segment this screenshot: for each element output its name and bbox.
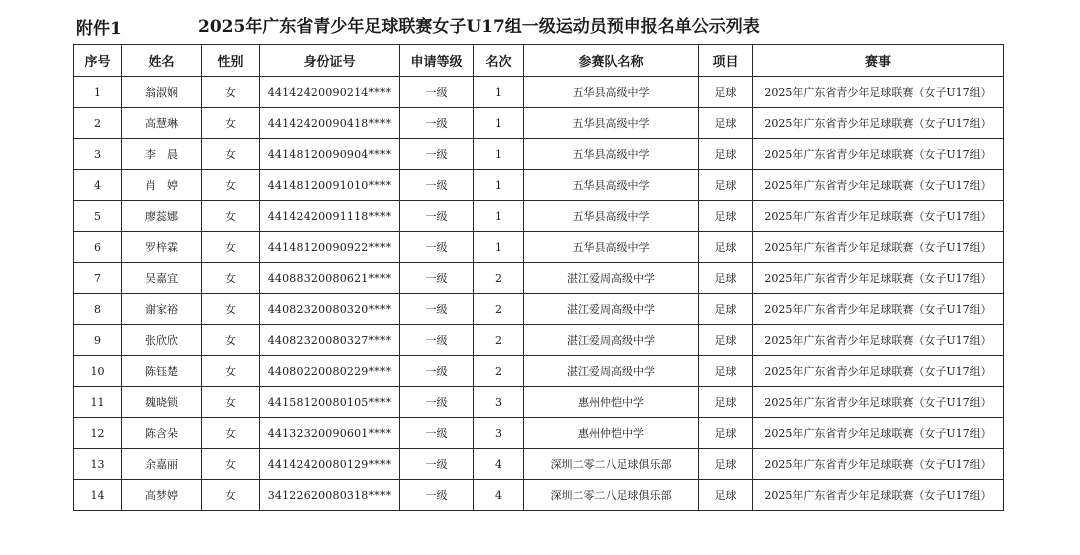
col-header-gender: 性别 (202, 45, 260, 77)
cell-level: 一级 (400, 387, 474, 418)
cell-level: 一级 (400, 449, 474, 480)
cell-gender: 女 (202, 449, 260, 480)
page-title: 2025年广东省青少年足球联赛女子U17组一级运动员预申报名单公示列表 (198, 17, 760, 37)
col-header-rank: 名次 (474, 45, 524, 77)
cell-id-number: 44142420080129**** (260, 449, 400, 480)
cell-team: 五华县高级中学 (524, 77, 699, 108)
table-row (74, 325, 1004, 356)
cell-gender: 女 (202, 77, 260, 108)
cell-gender: 女 (202, 232, 260, 263)
table-row (74, 108, 1004, 139)
cell-name: 肖 婷 (122, 170, 202, 201)
cell-sport: 足球 (699, 480, 753, 511)
col-header-name: 姓名 (122, 45, 202, 77)
cell-team: 五华县高级中学 (524, 201, 699, 232)
cell-sport: 足球 (699, 263, 753, 294)
cell-index: 3 (74, 139, 122, 170)
cell-gender: 女 (202, 480, 260, 511)
cell-rank: 1 (474, 232, 524, 263)
cell-team: 五华县高级中学 (524, 170, 699, 201)
cell-sport: 足球 (699, 325, 753, 356)
cell-id-number: 44148120090922**** (260, 232, 400, 263)
table-row (74, 139, 1004, 170)
cell-level: 一级 (400, 232, 474, 263)
cell-id-number: 44080220080229**** (260, 356, 400, 387)
cell-gender: 女 (202, 201, 260, 232)
cell-name: 余嘉丽 (122, 449, 202, 480)
cell-name: 陈含朵 (122, 418, 202, 449)
cell-index: 8 (74, 294, 122, 325)
cell-id-number: 44148120090904**** (260, 139, 400, 170)
cell-team: 惠州仲恺中学 (524, 387, 699, 418)
cell-id-number: 44132320090601**** (260, 418, 400, 449)
cell-gender: 女 (202, 325, 260, 356)
cell-sport: 足球 (699, 294, 753, 325)
cell-rank: 1 (474, 108, 524, 139)
cell-rank: 1 (474, 201, 524, 232)
cell-event: 2025年广东省青少年足球联赛（女子U17组） (753, 387, 1004, 418)
cell-sport: 足球 (699, 232, 753, 263)
table-row (74, 480, 1004, 511)
cell-rank: 1 (474, 170, 524, 201)
table-row (74, 449, 1004, 480)
cell-name: 谢家裕 (122, 294, 202, 325)
cell-gender: 女 (202, 263, 260, 294)
cell-index: 6 (74, 232, 122, 263)
cell-rank: 1 (474, 77, 524, 108)
cell-sport: 足球 (699, 139, 753, 170)
cell-rank: 2 (474, 294, 524, 325)
cell-rank: 2 (474, 325, 524, 356)
cell-name: 高慧琳 (122, 108, 202, 139)
cell-team: 湛江爱周高级中学 (524, 263, 699, 294)
cell-sport: 足球 (699, 77, 753, 108)
table-row (74, 387, 1004, 418)
cell-name: 吴嘉宜 (122, 263, 202, 294)
cell-rank: 2 (474, 356, 524, 387)
cell-id-number: 44158120080105**** (260, 387, 400, 418)
cell-event: 2025年广东省青少年足球联赛（女子U17组） (753, 418, 1004, 449)
cell-index: 4 (74, 170, 122, 201)
cell-index: 11 (74, 387, 122, 418)
cell-team: 五华县高级中学 (524, 108, 699, 139)
col-header-event: 赛事 (753, 45, 1004, 77)
cell-id-number: 44148120091010**** (260, 170, 400, 201)
cell-event: 2025年广东省青少年足球联赛（女子U17组） (753, 325, 1004, 356)
cell-sport: 足球 (699, 170, 753, 201)
cell-level: 一级 (400, 356, 474, 387)
cell-event: 2025年广东省青少年足球联赛（女子U17组） (753, 108, 1004, 139)
cell-index: 14 (74, 480, 122, 511)
cell-name: 魏晓锁 (122, 387, 202, 418)
cell-level: 一级 (400, 480, 474, 511)
cell-gender: 女 (202, 387, 260, 418)
cell-name: 张欣欣 (122, 325, 202, 356)
cell-level: 一级 (400, 108, 474, 139)
cell-name: 翁淑娴 (122, 77, 202, 108)
cell-gender: 女 (202, 170, 260, 201)
cell-level: 一级 (400, 325, 474, 356)
table-row (74, 170, 1004, 201)
cell-index: 1 (74, 77, 122, 108)
attachment-label: 附件1 (76, 19, 122, 39)
cell-event: 2025年广东省青少年足球联赛（女子U17组） (753, 170, 1004, 201)
cell-index: 12 (74, 418, 122, 449)
cell-id-number: 44088320080621**** (260, 263, 400, 294)
cell-id-number: 34122620080318**** (260, 480, 400, 511)
cell-event: 2025年广东省青少年足球联赛（女子U17组） (753, 139, 1004, 170)
col-header-team: 参赛队名称 (524, 45, 699, 77)
cell-index: 7 (74, 263, 122, 294)
cell-level: 一级 (400, 139, 474, 170)
cell-level: 一级 (400, 201, 474, 232)
cell-rank: 3 (474, 387, 524, 418)
col-header-id-number: 身份证号 (260, 45, 400, 77)
cell-team: 深圳二零二八足球俱乐部 (524, 480, 699, 511)
cell-name: 高梦婷 (122, 480, 202, 511)
cell-name: 罗梓霖 (122, 232, 202, 263)
cell-team: 五华县高级中学 (524, 232, 699, 263)
cell-sport: 足球 (699, 387, 753, 418)
table-row (74, 77, 1004, 108)
cell-index: 5 (74, 201, 122, 232)
cell-id-number: 44082320080320**** (260, 294, 400, 325)
cell-rank: 3 (474, 418, 524, 449)
cell-level: 一级 (400, 263, 474, 294)
cell-index: 13 (74, 449, 122, 480)
table-row (74, 201, 1004, 232)
cell-event: 2025年广东省青少年足球联赛（女子U17组） (753, 263, 1004, 294)
table-row (74, 232, 1004, 263)
cell-gender: 女 (202, 108, 260, 139)
col-header-sport: 项目 (699, 45, 753, 77)
cell-name: 陈钰楚 (122, 356, 202, 387)
cell-team: 惠州仲恺中学 (524, 418, 699, 449)
cell-event: 2025年广东省青少年足球联赛（女子U17组） (753, 201, 1004, 232)
cell-rank: 4 (474, 449, 524, 480)
table-row (74, 294, 1004, 325)
cell-id-number: 44082320080327**** (260, 325, 400, 356)
cell-index: 10 (74, 356, 122, 387)
cell-event: 2025年广东省青少年足球联赛（女子U17组） (753, 449, 1004, 480)
cell-gender: 女 (202, 356, 260, 387)
cell-id-number: 44142420091118**** (260, 201, 400, 232)
cell-id-number: 44142420090418**** (260, 108, 400, 139)
cell-event: 2025年广东省青少年足球联赛（女子U17组） (753, 480, 1004, 511)
cell-rank: 2 (474, 263, 524, 294)
col-header-level: 申请等级 (400, 45, 474, 77)
table-row (74, 418, 1004, 449)
cell-event: 2025年广东省青少年足球联赛（女子U17组） (753, 294, 1004, 325)
cell-level: 一级 (400, 77, 474, 108)
cell-team: 五华县高级中学 (524, 139, 699, 170)
cell-level: 一级 (400, 294, 474, 325)
table-row (74, 356, 1004, 387)
cell-team: 湛江爱周高级中学 (524, 325, 699, 356)
cell-gender: 女 (202, 418, 260, 449)
cell-sport: 足球 (699, 418, 753, 449)
col-header-index: 序号 (74, 45, 122, 77)
athlete-roster-table (73, 44, 1004, 511)
cell-sport: 足球 (699, 201, 753, 232)
cell-id-number: 44142420090214**** (260, 77, 400, 108)
cell-name: 廖蕊娜 (122, 201, 202, 232)
cell-level: 一级 (400, 170, 474, 201)
table-header-row (74, 45, 1004, 77)
cell-event: 2025年广东省青少年足球联赛（女子U17组） (753, 232, 1004, 263)
cell-rank: 1 (474, 139, 524, 170)
cell-team: 深圳二零二八足球俱乐部 (524, 449, 699, 480)
cell-sport: 足球 (699, 356, 753, 387)
cell-team: 湛江爱周高级中学 (524, 294, 699, 325)
cell-team: 湛江爱周高级中学 (524, 356, 699, 387)
cell-level: 一级 (400, 418, 474, 449)
cell-gender: 女 (202, 294, 260, 325)
cell-event: 2025年广东省青少年足球联赛（女子U17组） (753, 77, 1004, 108)
table-row (74, 263, 1004, 294)
cell-sport: 足球 (699, 108, 753, 139)
cell-name: 李 晨 (122, 139, 202, 170)
cell-index: 2 (74, 108, 122, 139)
cell-rank: 4 (474, 480, 524, 511)
cell-sport: 足球 (699, 449, 753, 480)
cell-index: 9 (74, 325, 122, 356)
cell-gender: 女 (202, 139, 260, 170)
cell-event: 2025年广东省青少年足球联赛（女子U17组） (753, 356, 1004, 387)
